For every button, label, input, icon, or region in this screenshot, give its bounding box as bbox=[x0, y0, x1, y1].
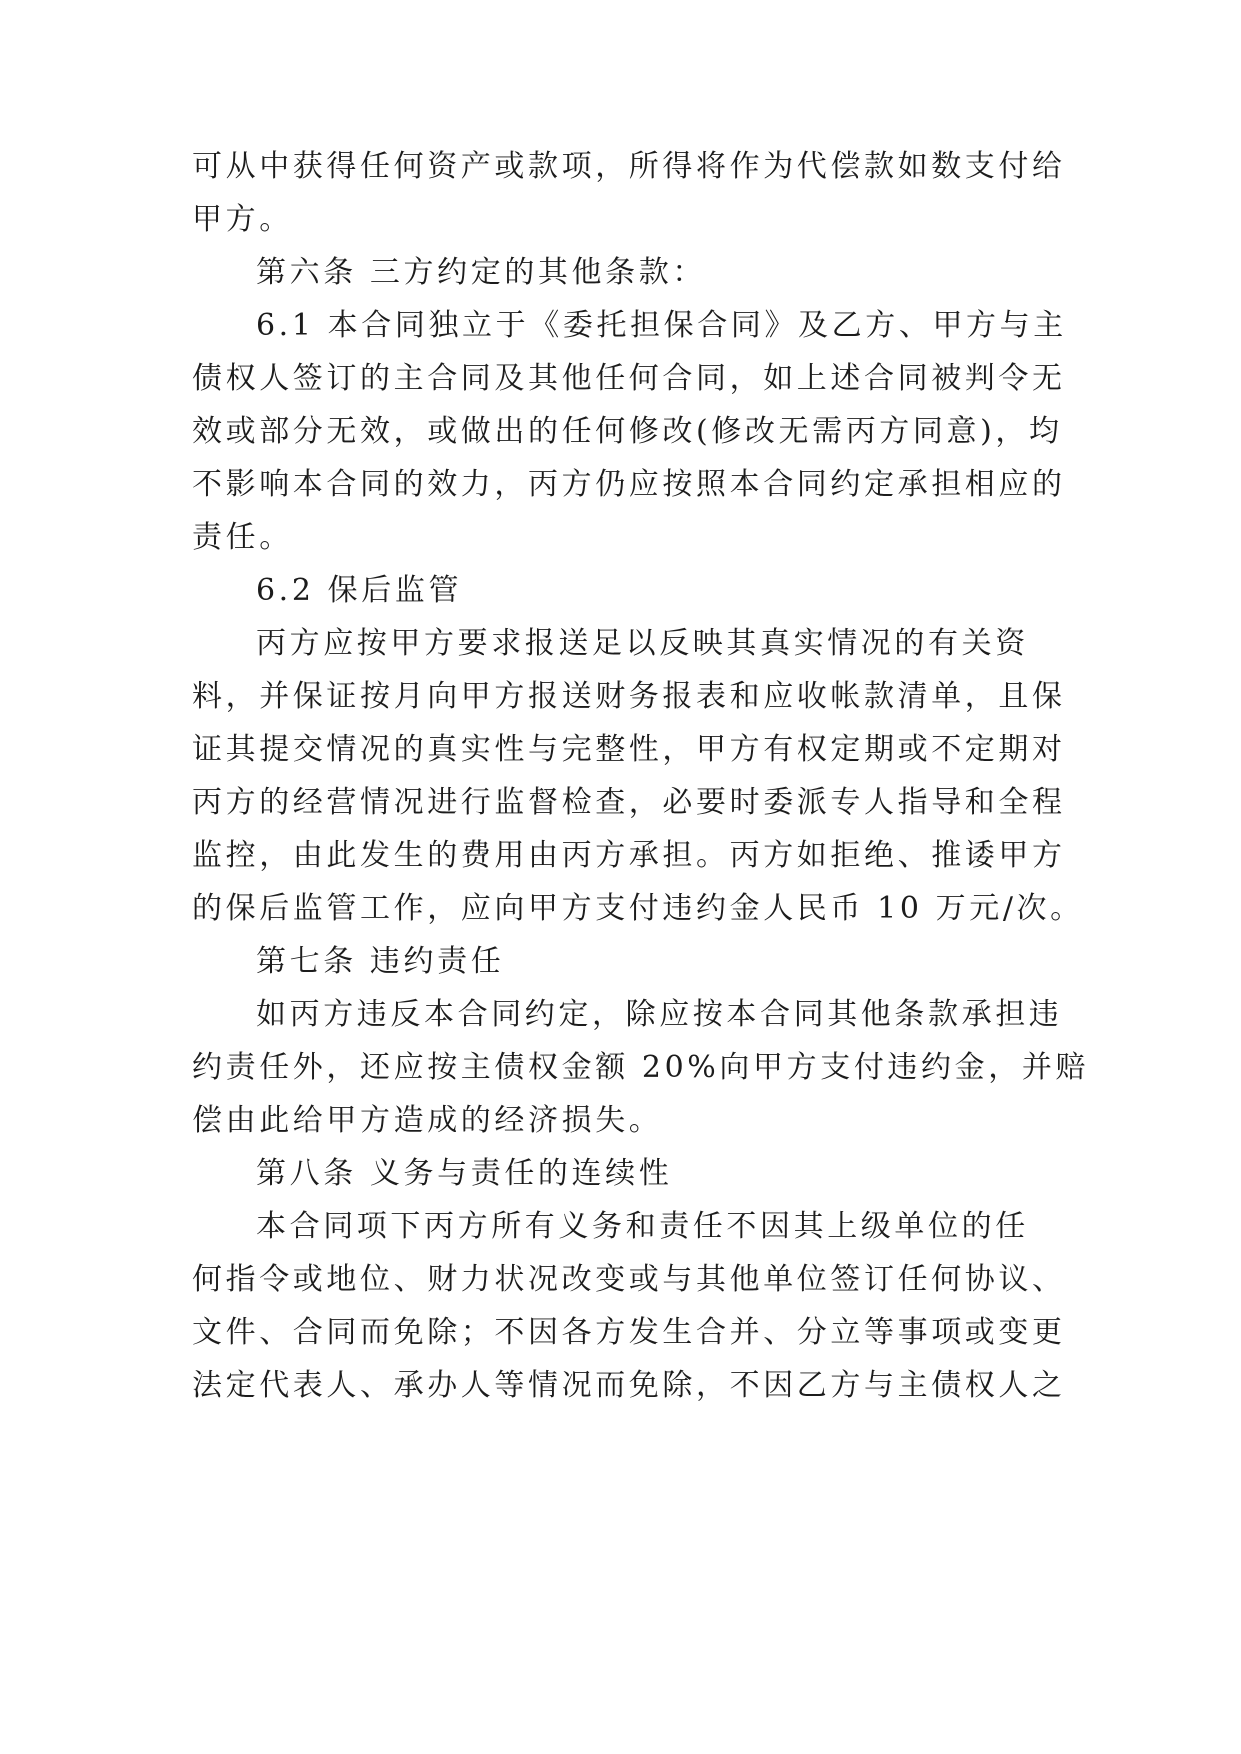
paragraph-line: 可从中获得任何资产或款项，所得将作为代偿款如数支付给 bbox=[192, 149, 1066, 184]
paragraph-line: 不影响本合同的效力，丙方仍应按照本合同约定承担相应的 bbox=[192, 467, 1066, 502]
paragraph-line: 法定代表人、承办人等情况而免除，不因乙方与主债权人之 bbox=[192, 1368, 1066, 1403]
paragraph-line: 效或部分无效，或做出的任何修改(修改无需丙方同意)，均 bbox=[192, 414, 1063, 449]
paragraph-line: 监控，由此发生的费用由丙方承担。丙方如拒绝、推诿甲方 bbox=[192, 838, 1066, 873]
paragraph-line: 约责任外，还应按主债权金额 20%向甲方支付违约金，并赔 bbox=[192, 1050, 1090, 1085]
paragraph-line: 丙方应按甲方要求报送足以反映其真实情况的有关资 bbox=[256, 626, 1029, 661]
paragraph-line: 债权人签订的主合同及其他任何合同，如上述合同被判令无 bbox=[192, 361, 1066, 396]
paragraph-line: 责任。 bbox=[192, 520, 293, 555]
paragraph-line: 6.1 本合同独立于《委托担保合同》及乙方、甲方与主 bbox=[256, 308, 1067, 343]
paragraph-line: 文件、合同而免除；不因各方发生合并、分立等事项或变更 bbox=[192, 1315, 1066, 1350]
paragraph-line: 偿由此给甲方造成的经济损失。 bbox=[192, 1103, 663, 1138]
article-seven-heading: 第七条 违约责任 bbox=[256, 944, 505, 979]
article-six-heading: 第六条 三方约定的其他条款： bbox=[256, 255, 706, 290]
paragraph-line: 如丙方违反本合同约定，除应按本合同其他条款承担违 bbox=[256, 997, 1063, 1032]
paragraph-line: 甲方。 bbox=[192, 202, 293, 237]
article-eight-heading: 第八条 义务与责任的连续性 bbox=[256, 1156, 673, 1191]
paragraph-line: 料，并保证按月向甲方报送财务报表和应收帐款清单，且保 bbox=[192, 679, 1066, 714]
paragraph-line: 本合同项下丙方所有义务和责任不因其上级单位的任 bbox=[256, 1209, 1029, 1244]
paragraph-line: 何指令或地位、财力状况改变或与其他单位签订任何协议、 bbox=[192, 1262, 1066, 1297]
paragraph-line: 的保后监管工作，应向甲方支付违约金人民币 10 万元/次。 bbox=[192, 891, 1084, 926]
section-heading-6-2: 6.2 保后监管 bbox=[256, 573, 463, 608]
paragraph-line: 丙方的经营情况进行监督检查，必要时委派专人指导和全程 bbox=[192, 785, 1066, 820]
paragraph-line: 证其提交情况的真实性与完整性，甲方有权定期或不定期对 bbox=[192, 732, 1066, 767]
